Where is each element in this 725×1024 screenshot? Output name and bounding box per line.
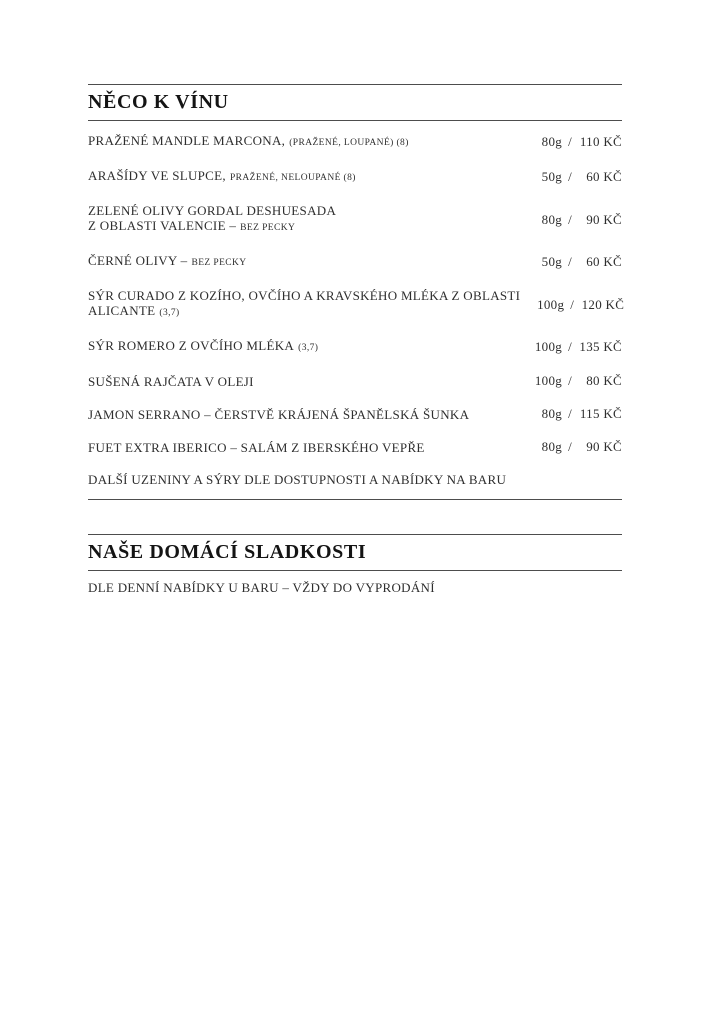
section-title: NĚCO K VÍNU	[88, 84, 622, 121]
item-price	[528, 169, 622, 185]
item-detail: BEZ PECKY	[191, 258, 247, 268]
item-weight: 50g	[541, 254, 563, 269]
item-price	[528, 373, 622, 389]
item-weight: 80g	[541, 439, 563, 454]
item-detail: (PRAŽENÉ, LOUPANÉ) (8)	[289, 138, 409, 148]
item-price	[528, 212, 622, 228]
price-separator: /	[568, 439, 572, 454]
price-separator: /	[568, 134, 572, 149]
item-amount: 90 KČ	[586, 439, 622, 454]
item-price	[528, 134, 622, 150]
menu-item	[88, 253, 622, 271]
menu-items-list	[88, 121, 625, 500]
item-detail: (3,7)	[159, 308, 180, 318]
item-name	[88, 407, 479, 422]
price-separator: /	[568, 373, 572, 388]
item-name-line2: ALICANTE	[88, 303, 156, 318]
price-separator: /	[568, 254, 572, 269]
item-name-main: FUET EXTRA IBERICO – SALÁM Z IBERSKÉHO VEPŘE	[88, 439, 425, 455]
section-title: NAŠE DOMÁCÍ SLADKOSTI	[88, 534, 622, 571]
item-name	[88, 168, 366, 186]
item-price	[528, 406, 622, 422]
item-name-main: ARAŠÍDY VE SLUPCE,	[88, 168, 226, 183]
section-note: DLE DENNÍ NABÍDKY U BARU – VŽDY DO VYPRODÁNÍ	[88, 580, 435, 595]
item-name	[88, 472, 516, 487]
item-amount: 110 KČ	[579, 134, 622, 149]
menu-content	[88, 0, 625, 595]
item-name-main: DALŠÍ UZENINY A SÝRY DLE DOSTUPNOSTI A NABÍDKY NA BARU	[88, 472, 507, 487]
section-neco-k-vinu	[88, 84, 625, 500]
item-weight: 100g	[534, 373, 563, 388]
price-separator: /	[568, 169, 572, 184]
menu-item-note	[88, 472, 622, 487]
item-price	[530, 297, 624, 313]
item-name-main: SÝR CURADO Z KOZÍHO, OVČÍHO A KRAVSKÉHO MLÉKA Z OBLASTI	[88, 288, 521, 303]
item-detail: PRAŽENÉ, NELOUPANÉ (8)	[229, 173, 356, 183]
menu-item	[88, 373, 622, 389]
item-amount: 60 KČ	[586, 169, 622, 184]
item-name-main: SUŠENÁ RAJČATA V OLEJI	[88, 373, 254, 389]
item-price	[528, 339, 622, 355]
item-name	[88, 374, 264, 389]
price-separator: /	[570, 296, 575, 312]
section-nase-domaci-sladkosti	[88, 534, 622, 595]
item-price	[528, 439, 622, 455]
item-name	[88, 440, 435, 455]
price-separator: /	[568, 211, 572, 227]
item-amount: 135 KČ	[579, 339, 622, 354]
item-name-main: ZELENÉ OLIVY GORDAL DESHUESADA	[88, 203, 337, 218]
item-price	[528, 254, 622, 270]
item-name-main: ČERNÉ OLIVY –	[88, 253, 188, 268]
item-weight: 50g	[541, 169, 563, 184]
item-detail: (3,7)	[298, 343, 319, 353]
menu-item	[88, 203, 622, 236]
item-name-main: SÝR ROMERO Z OVČÍHO MLÉKA	[88, 338, 295, 353]
item-name-main: JAMON SERRANO – ČERSTVĚ KRÁJENÁ ŠPANĚLSKÁ ŠUNKA	[88, 406, 470, 422]
item-name	[88, 288, 530, 321]
item-weight: 80g	[541, 211, 563, 227]
item-name	[88, 203, 346, 236]
item-name	[88, 253, 257, 271]
item-name	[88, 338, 328, 356]
item-name-main: PRAŽENÉ MANDLE MARCONA,	[88, 133, 286, 148]
menu-item	[88, 338, 622, 356]
item-name	[88, 133, 419, 151]
menu-item	[88, 439, 622, 455]
item-amount: 90 KČ	[586, 211, 622, 227]
menu-item	[88, 168, 622, 186]
price-separator: /	[568, 339, 572, 354]
price-separator: /	[568, 406, 572, 421]
item-weight: 100g	[537, 296, 565, 312]
item-weight: 80g	[541, 134, 563, 149]
item-detail: BEZ PECKY	[240, 223, 296, 233]
menu-item	[88, 288, 625, 321]
item-amount: 60 KČ	[586, 254, 622, 269]
menu-item	[88, 133, 622, 151]
item-weight: 100g	[534, 339, 563, 354]
item-weight: 80g	[541, 406, 563, 421]
item-amount: 120 KČ	[581, 296, 625, 312]
item-amount: 115 KČ	[579, 406, 622, 421]
menu-item	[88, 406, 622, 422]
item-amount: 80 KČ	[586, 373, 622, 388]
item-name-line2: Z OBLASTI VALENCIE –	[88, 218, 237, 233]
